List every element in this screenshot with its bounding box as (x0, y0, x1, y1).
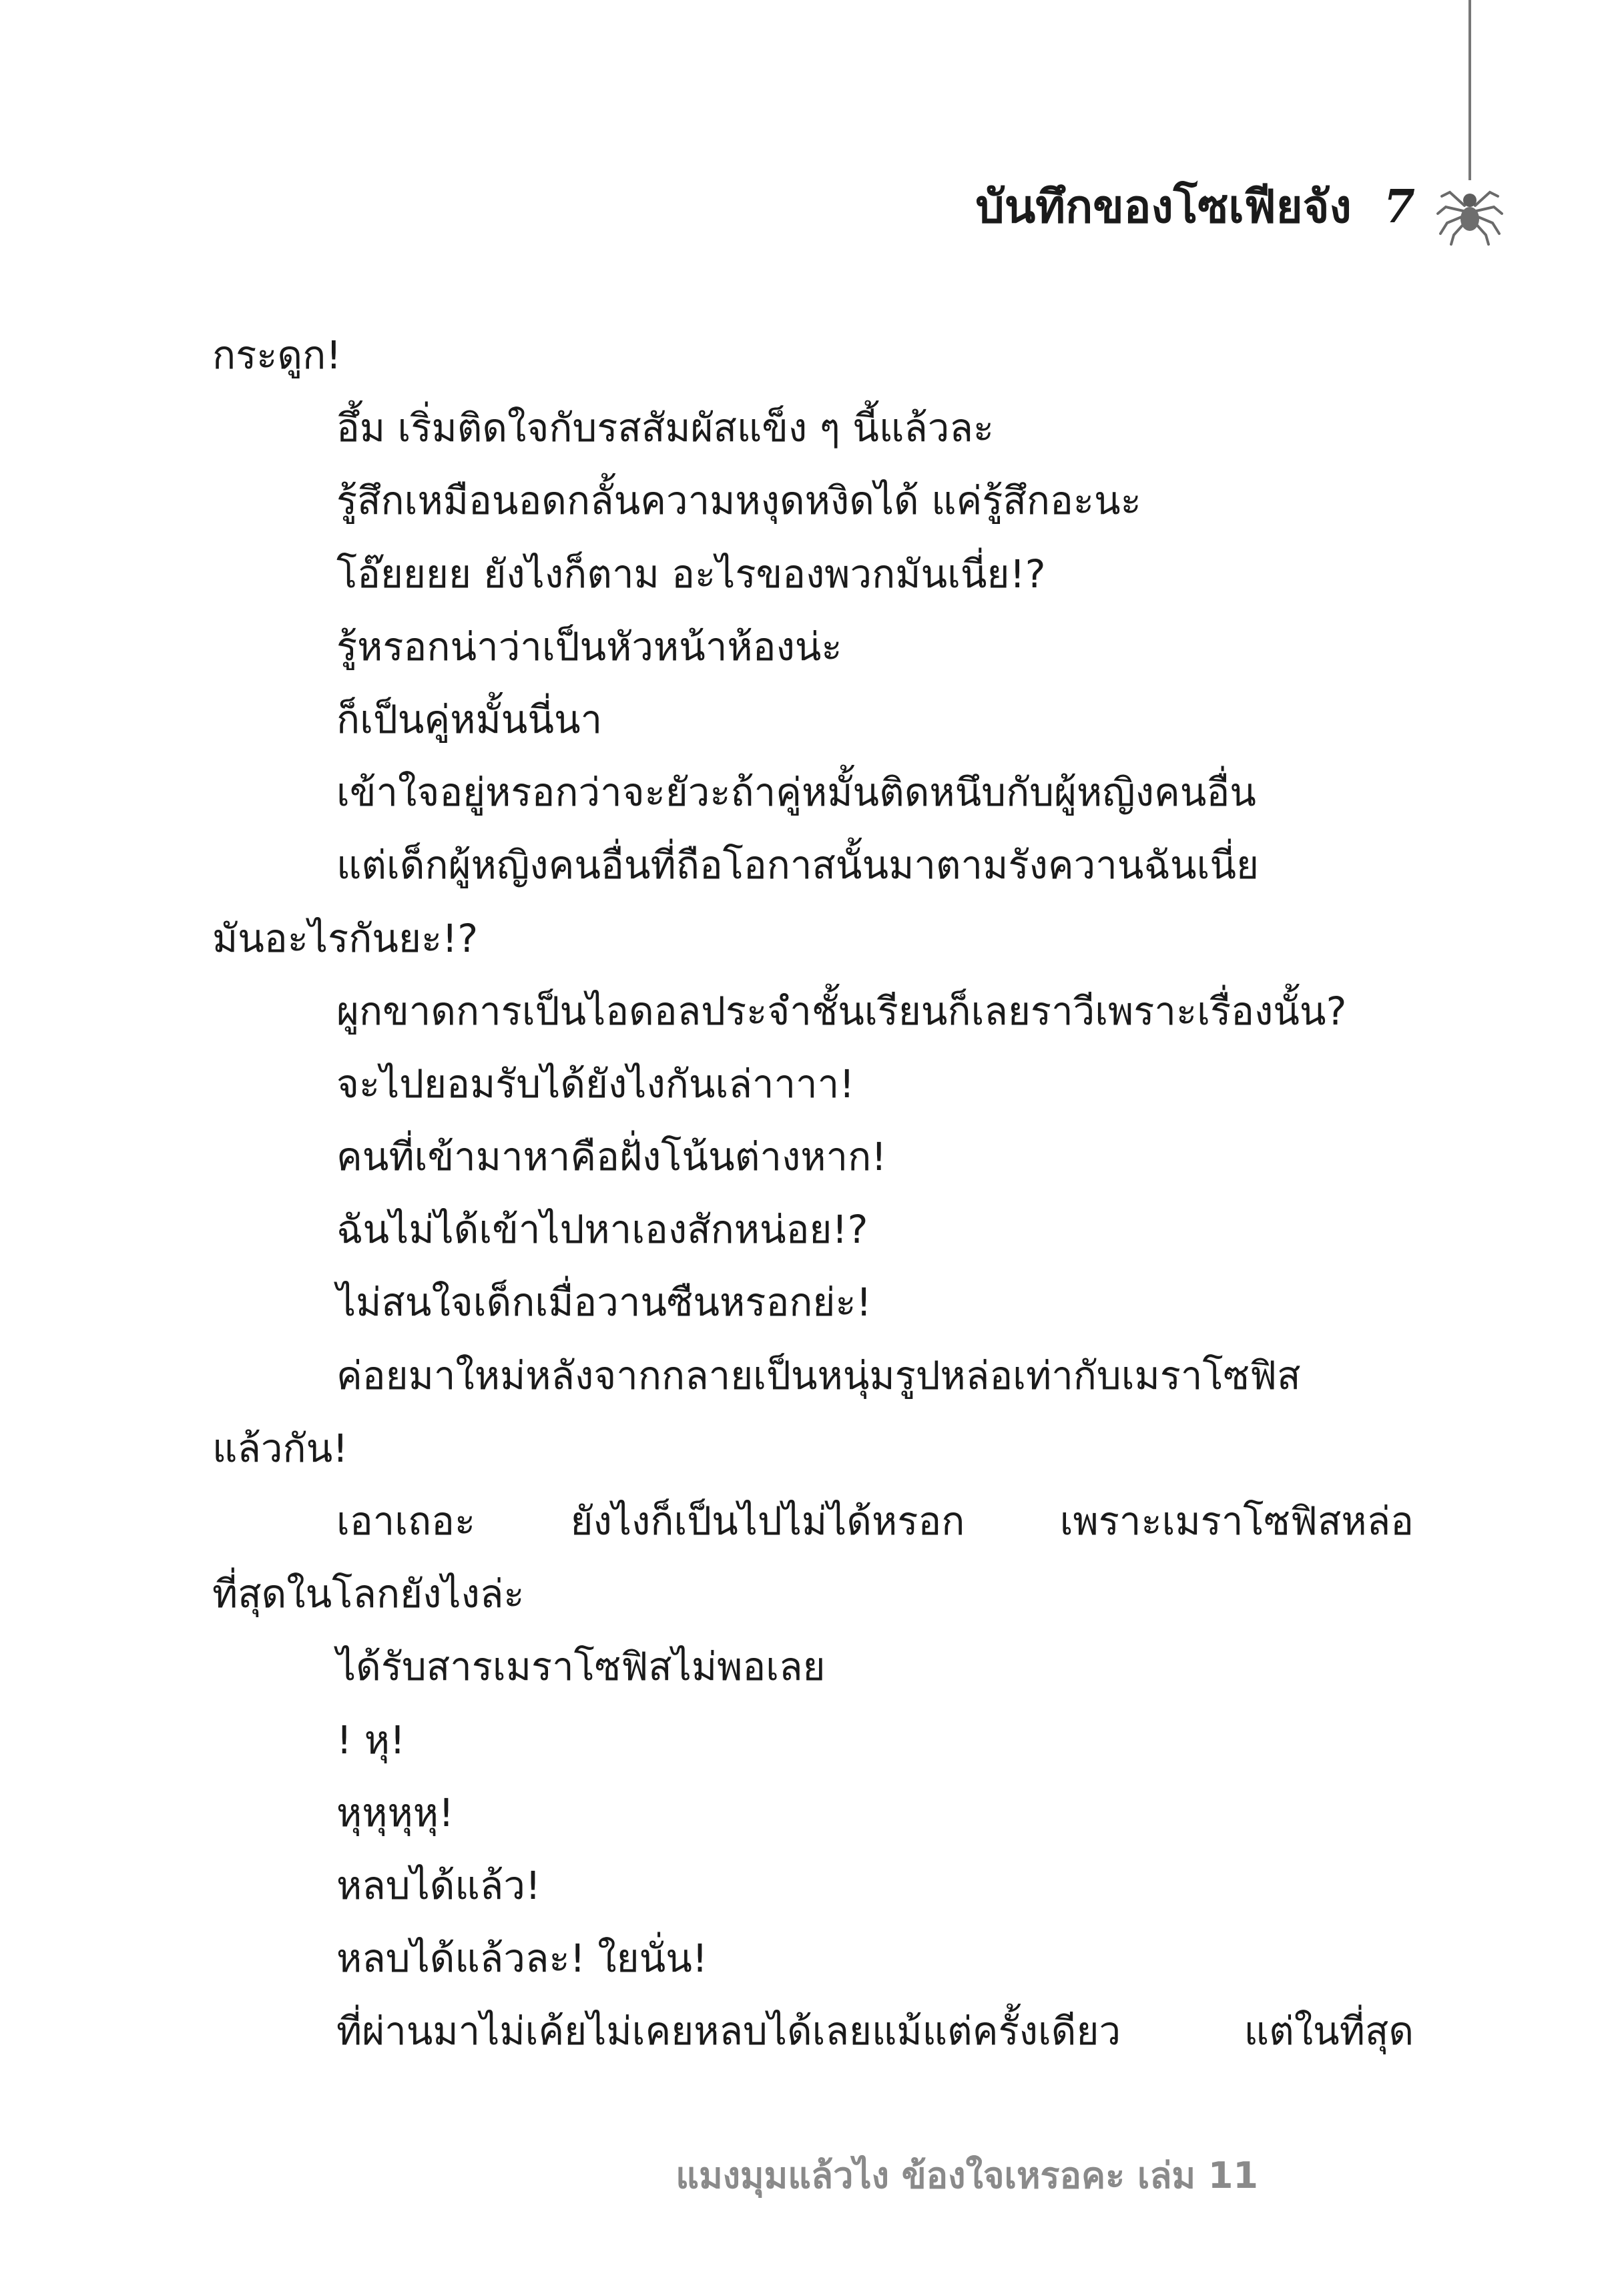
text-line: อึ้ม เริ่มติดใจกับรสสัมผัสแข็ง ๆ นี้แล้วละ (336, 405, 995, 451)
text-line: ที่สุดในโลกยังไงล่ะ (212, 1571, 525, 1617)
text-line: รู้หรอกน่าว่าเป็นหัวหน้าห้องน่ะ (336, 623, 842, 669)
text-line: ไม่สนใจเด็กเมื่อวานซืนหรอกย่ะ! (336, 1279, 872, 1326)
text-line: รู้สึกเหมือนอดกลั้นความหงุดหงิดได้ แค่รู้สึกอะนะ (336, 478, 1141, 524)
text-line: โอ๊ยยยย ยังไงก็ตาม อะไรของพวกมันเนี่ย!? (336, 551, 1046, 597)
body-text (212, 319, 1414, 2068)
text-line: คนที่เข้ามาหาคือฝั่งโน้นต่างหาก! (336, 1134, 887, 1180)
text-line: มันอะไรกันยะ!? (212, 915, 479, 961)
text-line: เข้าใจอยู่หรอกว่าจะยัวะถ้าคู่หมั้นติดหนึบกับผู้หญิงคนอื่น (336, 770, 1256, 816)
text-line: หลบได้แล้วละ! ใยนั่น! (336, 1936, 708, 1982)
text-line: ได้รับสารเมราโซฟิสไม่พอเลย (336, 1644, 826, 1690)
spider-thread (1468, 0, 1471, 180)
running-footer: แมงมุมแล้วไง ข้องใจเหรอคะ เล่ม 11 (676, 2155, 1258, 2197)
text-line: ฉันไม่ได้เข้าไปหาเองสักหน่อย!? (336, 1207, 868, 1253)
text-line: ค่อยมาใหม่หลังจากกลายเป็นหนุ่มรูปหล่อเท่ากับเมราโซฟิส (336, 1352, 1301, 1398)
text-line: เอาเถอะ ยังไงก็เป็นไปไม่ได้หรอก เพราะเมราโซฟิสหล่อ (336, 1498, 1414, 1544)
text-line: หุหุหุหุ! (336, 1789, 455, 1835)
text-line: ที่ผ่านมาไม่เค้ยไม่เคยหลบได้เลยแม้แต่ครั้งเดียว แต่ในที่สุด (336, 2008, 1414, 2054)
chapter-number: 7 (1383, 180, 1415, 234)
spider-icon (1436, 172, 1503, 246)
text-line: แต่เด็กผู้หญิงคนอื่นที่ถือโอกาสนั้นมาตามรังควานฉันเนี่ย (336, 842, 1260, 888)
running-head (976, 170, 1415, 242)
book-section-title: บันทึกของโซเฟียจัง (975, 181, 1352, 234)
text-line: ผูกขาดการเป็นไอดอลประจำชั้นเรียนก็เลยราวีเพราะเรื่องนั้น? (336, 988, 1347, 1034)
text-line: กระดูก! (212, 332, 342, 378)
text-line: แล้วกัน! (212, 1425, 348, 1471)
text-line: จะไปยอมรับได้ยังไงกันเล่าาาา! (336, 1061, 855, 1107)
text-line: ก็เป็นคู่หมั้นนี่นา (336, 696, 603, 742)
text-line: หลบได้แล้ว! (336, 1862, 541, 1908)
text-line: ! หุ! (336, 1717, 406, 1763)
